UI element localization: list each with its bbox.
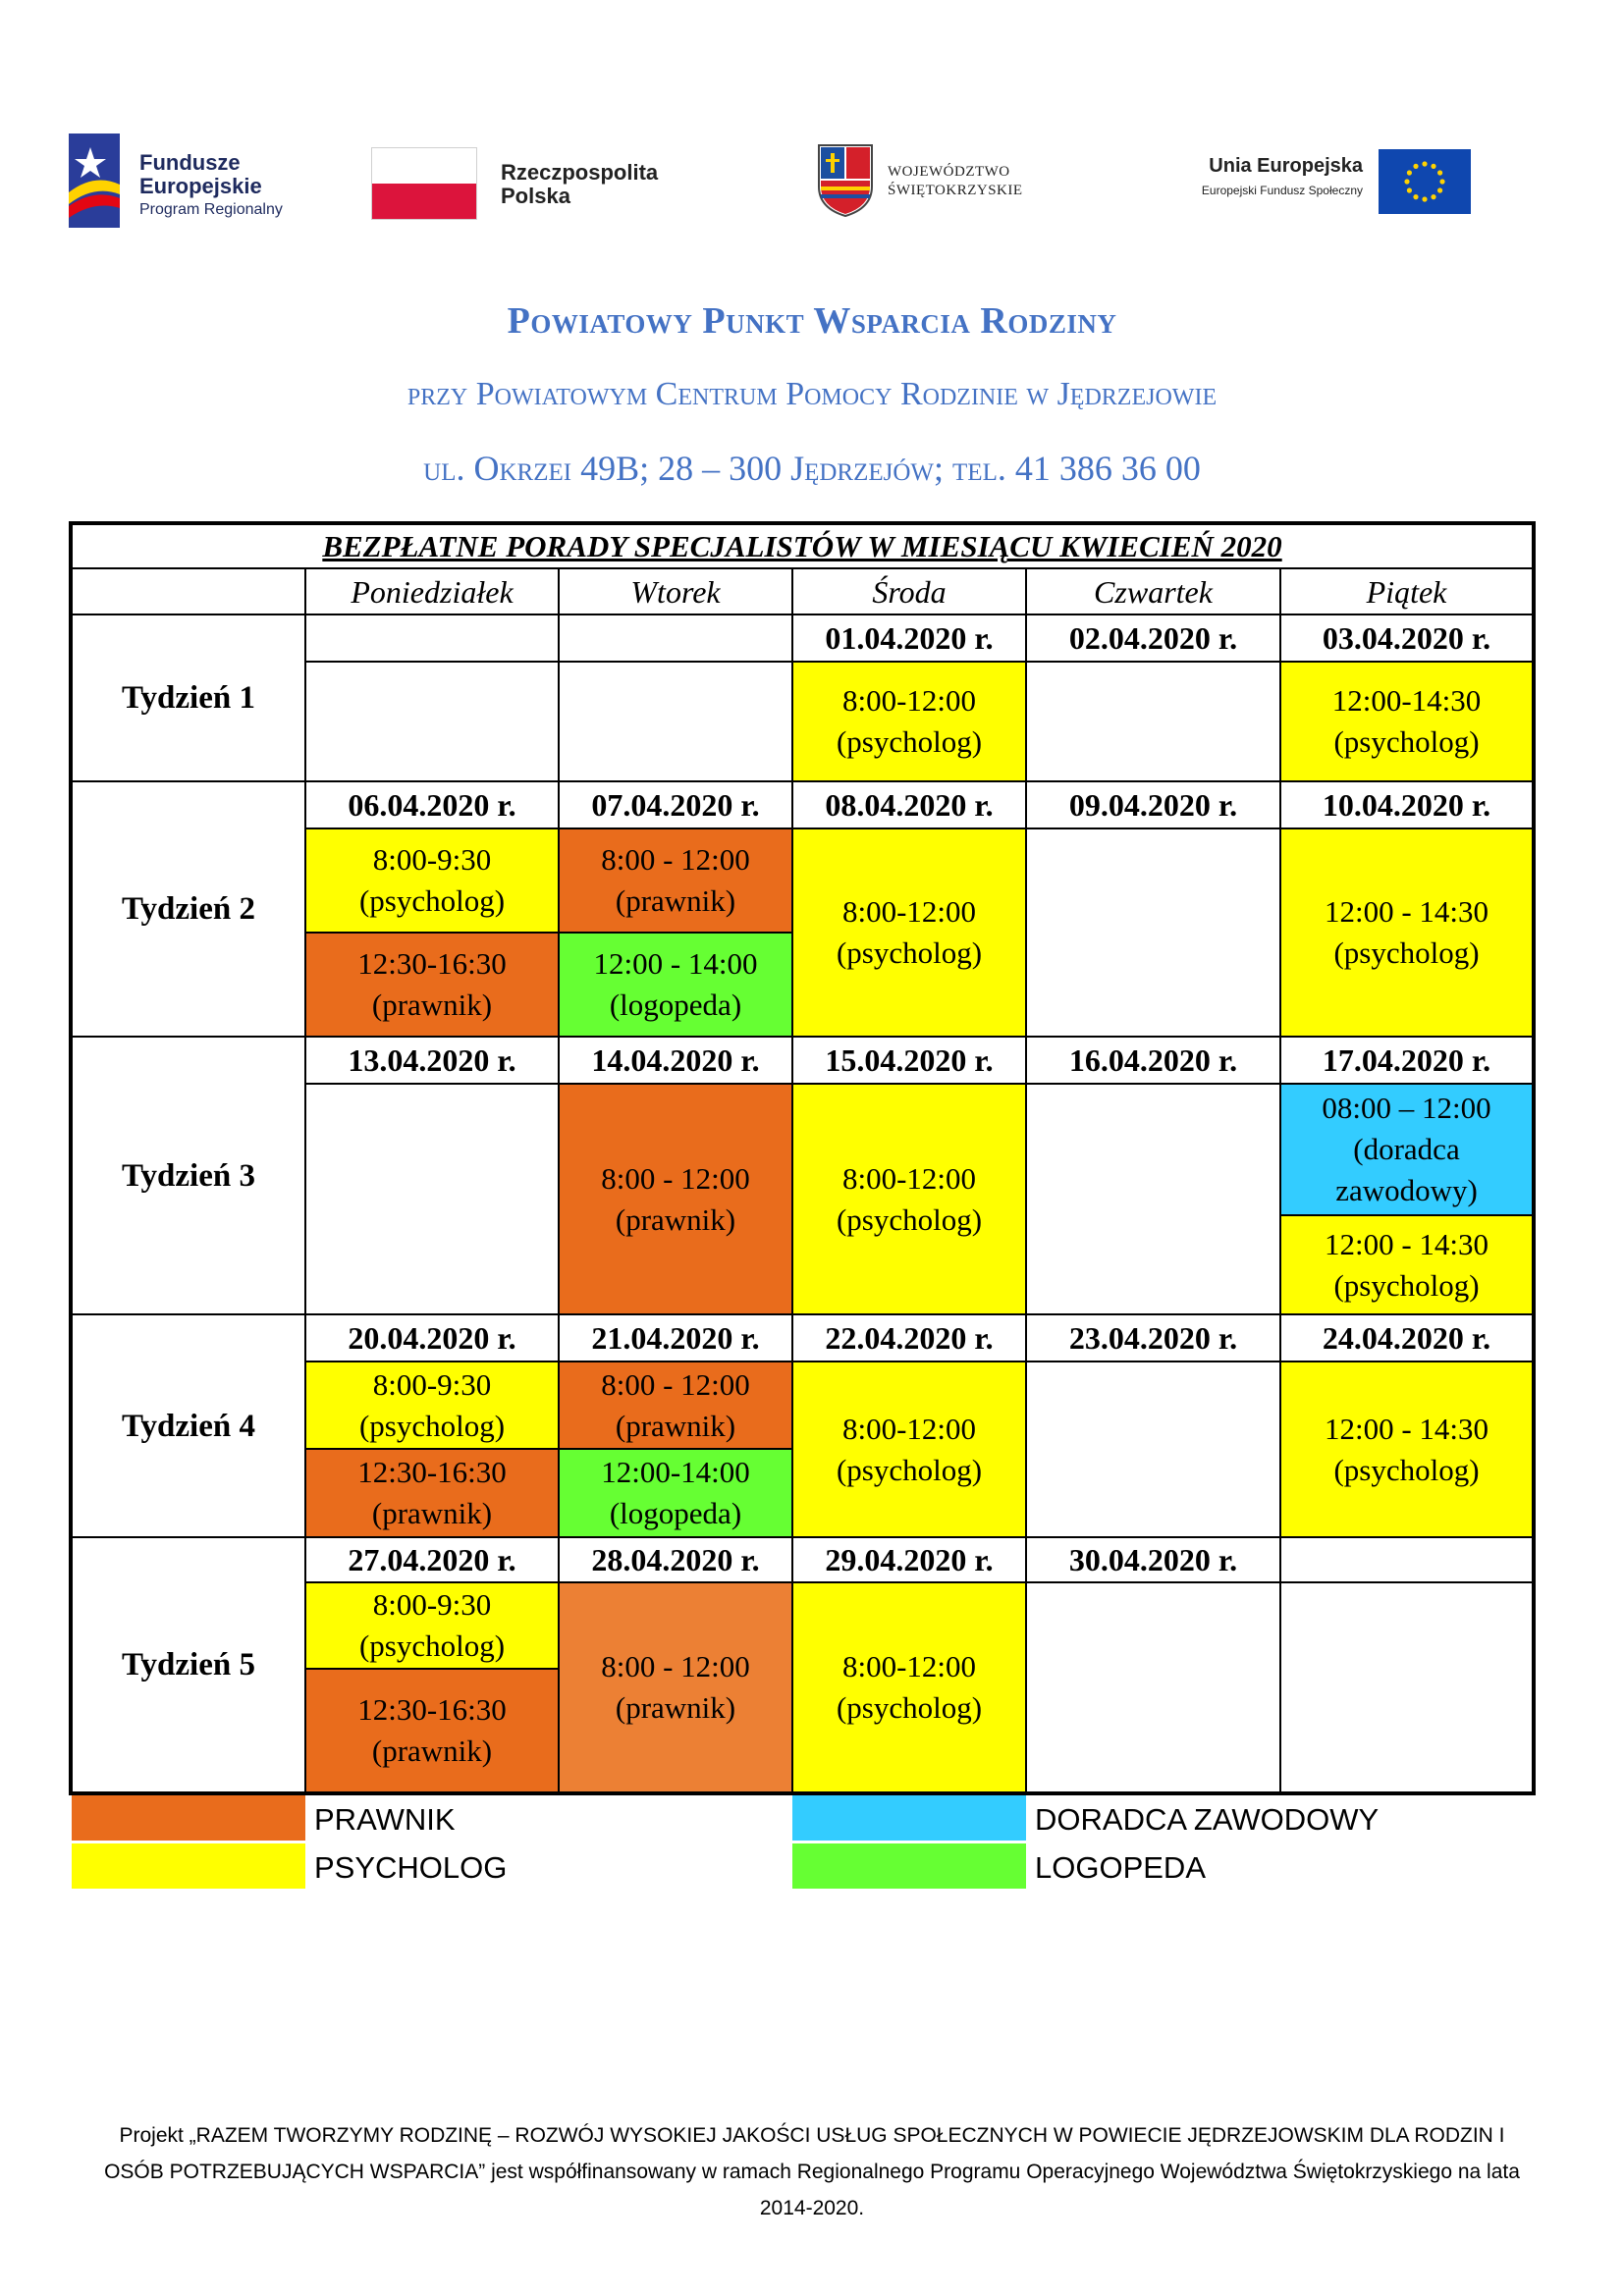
empty-slot (559, 662, 792, 781)
slot-logopeda: 12:00 - 14:00 (logopeda) (559, 933, 792, 1037)
legend-swatch-logopeda (792, 1843, 1026, 1889)
unia-europejska-logo (1163, 149, 1492, 218)
legend-swatch-psycholog (72, 1843, 305, 1889)
slot-prawnik: 12:30-16:30 (prawnik) (305, 933, 559, 1037)
slot-psycholog: 8:00-9:30 (psycholog) (305, 1582, 559, 1669)
legend-label-psycholog: PSYCHOLOG (314, 1850, 508, 1885)
legend-label-doradca: DORADCA ZAWODOWY (1035, 1802, 1380, 1837)
date-cell: 24.04.2020 r. (1280, 1314, 1533, 1362)
rp-logo-text: Rzeczpospolita Polska (501, 160, 659, 208)
slot-prawnik: 12:30-16:30 (prawnik) (305, 1669, 559, 1792)
slot-logopeda: 12:00-14:00 (logopeda) (559, 1449, 792, 1537)
week-label: Tydzień 4 (72, 1314, 305, 1537)
slot-prawnik: 8:00 - 12:00 (prawnik) (559, 1582, 792, 1792)
date-cell (1280, 1537, 1533, 1582)
date-cell: 23.04.2020 r. (1026, 1314, 1280, 1362)
date-cell: 01.04.2020 r. (792, 614, 1026, 662)
date-cell: 20.04.2020 r. (305, 1314, 559, 1362)
coat-of-arms-icon (817, 143, 874, 218)
legend-swatch-doradca (792, 1795, 1026, 1841)
slot-doradca-zawodowy: 08:00 – 12:00 (doradca zawodowy) (1280, 1084, 1533, 1215)
week-label: Tydzień 1 (72, 614, 305, 781)
slot-psycholog: 8:00-12:00 (psycholog) (792, 662, 1026, 781)
page-subtitle: przy Powiatowym Centrum Pomocy Rodzinie w Jędrzejowie (406, 376, 1218, 412)
date-cell (559, 614, 792, 662)
logo-bar (69, 126, 1492, 234)
slot-psycholog: 12:00 - 14:30 (psycholog) (1280, 1362, 1533, 1537)
day-header-wed: Środa (792, 568, 1026, 614)
slot-psycholog: 8:00-12:00 (psycholog) (792, 1362, 1026, 1537)
project-footer: Projekt „RAZEM TWORZYMY RODZINĘ – ROZWÓJ WYSOKIEJ JAKOŚCI USŁUG SPOŁECZNYCH W POWIECIE JĘDRZEJOWSKIM DLA RODZIN I OSÓB POTRZEBUJĄCYCH WSPARCIA” jest współfinansowany w ramach Regionalnego Programu Operacyjnego Województwa Świętokrzyskiego na lata 2014-2020. (104, 2124, 1520, 2219)
legend-swatch-prawnik (72, 1795, 305, 1841)
empty-slot (1026, 1362, 1280, 1537)
week-label: Tydzień 2 (72, 781, 305, 1037)
date-cell: 16.04.2020 r. (1026, 1037, 1280, 1084)
date-cell: 27.04.2020 r. (305, 1537, 559, 1582)
date-cell: 10.04.2020 r. (1280, 781, 1533, 828)
date-cell: 29.04.2020 r. (792, 1537, 1026, 1582)
slot-psycholog: 8:00-9:30 (psycholog) (305, 1362, 559, 1449)
day-header-tue: Wtorek (559, 568, 792, 614)
page-title: Powiatowy Punkt Wsparcia Rodziny (507, 300, 1117, 342)
date-cell: 03.04.2020 r. (1280, 614, 1533, 662)
legend-label-prawnik: PRAWNIK (314, 1802, 456, 1837)
date-cell: 08.04.2020 r. (792, 781, 1026, 828)
slot-prawnik: 8:00 - 12:00 (prawnik) (559, 1362, 792, 1449)
date-cell: 22.04.2020 r. (792, 1314, 1026, 1362)
slot-psycholog: 12:00 - 14:30 (psycholog) (1280, 828, 1533, 1037)
eu-flag-icon (1379, 149, 1471, 214)
date-cell: 15.04.2020 r. (792, 1037, 1026, 1084)
empty-slot (1026, 662, 1280, 781)
date-cell: 17.04.2020 r. (1280, 1037, 1533, 1084)
empty-slot (1026, 1582, 1280, 1792)
date-cell: 07.04.2020 r. (559, 781, 792, 828)
slot-psycholog: 12:00-14:30 (psycholog) (1280, 662, 1533, 781)
date-cell: 06.04.2020 r. (305, 781, 559, 828)
polish-flag-icon (371, 147, 477, 220)
fundusze-europejskie-logo (69, 133, 324, 228)
slot-prawnik: 8:00 - 12:00 (prawnik) (559, 828, 792, 933)
empty-slot (305, 1084, 559, 1314)
slot-psycholog: 12:00 - 14:30 (psycholog) (1280, 1215, 1533, 1314)
legend-label-logopeda: LOGOPEDA (1035, 1850, 1206, 1885)
empty-slot (305, 662, 559, 781)
slot-psycholog: 8:00-9:30 (psycholog) (305, 828, 559, 933)
date-cell: 14.04.2020 r. (559, 1037, 792, 1084)
slot-prawnik: 8:00 - 12:00 (prawnik) (559, 1084, 792, 1314)
slot-prawnik: 12:30-16:30 (prawnik) (305, 1449, 559, 1537)
date-cell (305, 614, 559, 662)
week-label: Tydzień 5 (72, 1537, 305, 1792)
schedule-table (69, 521, 1536, 1795)
day-header-thu: Czwartek (1026, 568, 1280, 614)
date-cell: 02.04.2020 r. (1026, 614, 1280, 662)
wojewodztwo-swietokrzyskie-logo (817, 143, 1072, 222)
empty-slot (1280, 1582, 1533, 1792)
rzeczpospolita-polska-logo (371, 147, 725, 222)
address-line: ul. Okrzei 49B; 28 – 300 Jędrzejów; tel. 41 386 36 00 (423, 449, 1201, 488)
empty-slot (1026, 828, 1280, 1037)
day-header-mon: Poniedziałek (305, 568, 559, 614)
date-cell: 21.04.2020 r. (559, 1314, 792, 1362)
date-cell: 09.04.2020 r. (1026, 781, 1280, 828)
week-label: Tydzień 3 (72, 1037, 305, 1314)
fe-star-icon (69, 133, 120, 228)
day-header-fri: Piątek (1280, 568, 1533, 614)
table-title: BEZPŁATNE PORADY SPECJALISTÓW W MIESIĄCU KWIECIEŃ 2020 (72, 524, 1533, 568)
empty-slot (1026, 1084, 1280, 1314)
slot-psycholog: 8:00-12:00 (psycholog) (792, 828, 1026, 1037)
day-header-blank (72, 568, 305, 614)
fe-logo-text: Fundusze Europejskie Program Regionalny (139, 150, 283, 218)
date-cell: 13.04.2020 r. (305, 1037, 559, 1084)
sw-logo-text: WOJEWÓDZTWO ŚWIĘTOKRZYSKIE (888, 164, 1023, 198)
date-cell: 30.04.2020 r. (1026, 1537, 1280, 1582)
ue-logo-text: Unia Europejska Europejski Fundusz Społeczny (1201, 155, 1363, 197)
slot-psycholog: 8:00-12:00 (psycholog) (792, 1582, 1026, 1792)
slot-psycholog: 8:00-12:00 (psycholog) (792, 1084, 1026, 1314)
date-cell: 28.04.2020 r. (559, 1537, 792, 1582)
